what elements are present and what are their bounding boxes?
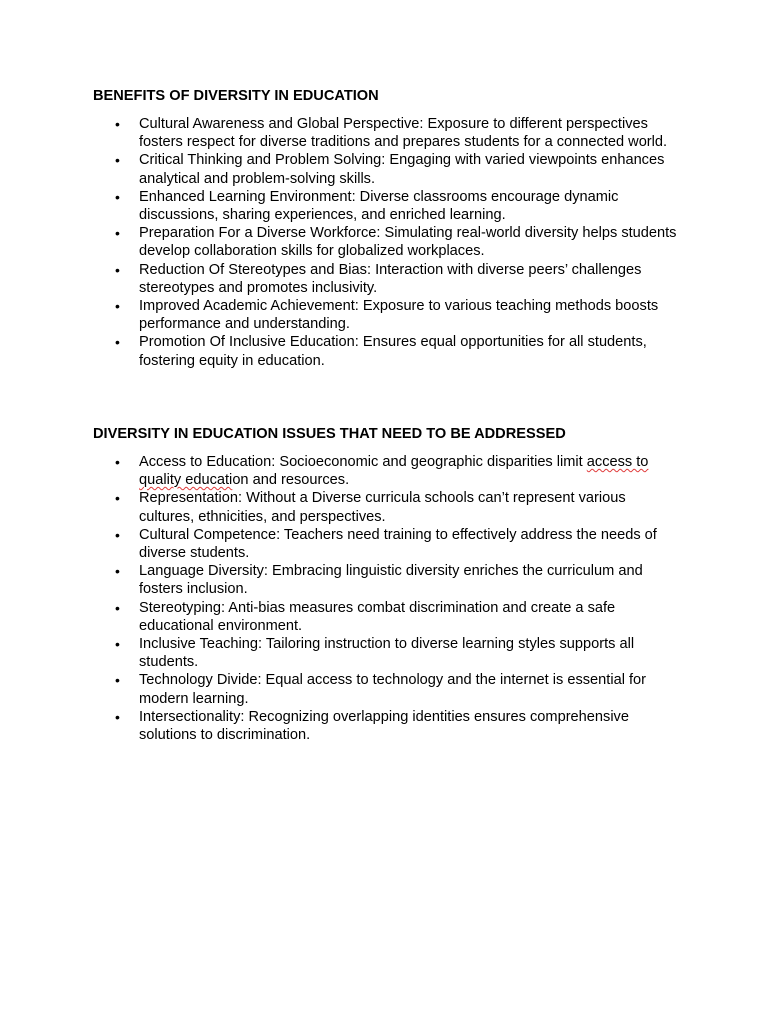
bullet-icon: • bbox=[115, 672, 120, 689]
bullet-icon: • bbox=[115, 116, 120, 132]
bullet-icon: • bbox=[115, 599, 120, 616]
list-item: • Intersectionality: Recognizing overlapping identities ensures comprehensive solutions to discrimination. bbox=[115, 708, 629, 744]
list-item: • Preparation For a Diverse Workforce: Simulating real-world diversity helps students develop collaboration skills for globalized workplaces. bbox=[115, 225, 677, 260]
bullet-icon: • bbox=[115, 261, 120, 278]
bullet-icon: • bbox=[115, 225, 120, 242]
list-item: • Promotion Of Inclusive Education: Ensures equal opportunities for all students, fostering equity in education. bbox=[115, 334, 647, 369]
spellcheck-flagged-text[interactable]: access to quality educati bbox=[139, 454, 649, 489]
list-item: • Enhanced Learning Environment: Diverse classrooms encourage dynamic discussions, sharing experiences, and enriched learning. bbox=[115, 188, 619, 224]
list-item: • Critical Thinking and Problem Solving: Engaging with varied viewpoints enhances analytical and problem-solving skills. bbox=[115, 152, 665, 187]
bullet-icon: • bbox=[115, 526, 120, 543]
section-heading-issues: DIVERSITY IN EDUCATION ISSUES THAT NEED TO BE ADDRESSED bbox=[93, 426, 566, 442]
issues-list bbox=[93, 453, 683, 744]
list-item: • Language Diversity: Embracing linguistic diversity enriches the curriculum and fosters inclusion. bbox=[115, 563, 643, 598]
bullet-icon: • bbox=[115, 298, 120, 315]
bullet-icon: • bbox=[115, 188, 120, 205]
bullet-icon: • bbox=[115, 152, 120, 169]
list-item: • Technology Divide: Equal access to technology and the internet is essential for modern learning. bbox=[115, 672, 647, 707]
issues-section bbox=[93, 425, 683, 744]
bullet-icon: • bbox=[115, 454, 120, 470]
list-item: • Reduction Of Stereotypes and Bias: Interaction with diverse peers’ challenges stereotypes and promotes inclusivity. bbox=[115, 261, 642, 296]
list-item-text: Access to Education: Socioeconomic and geographic disparities limit access to quality education and resources. bbox=[139, 454, 649, 489]
bullet-icon: • bbox=[115, 708, 120, 725]
bullet-icon: • bbox=[115, 490, 120, 507]
bullet-icon: • bbox=[115, 636, 120, 653]
bullet-icon: • bbox=[115, 334, 120, 351]
list-item: • Cultural Competence: Teachers need training to effectively address the needs of diverse students. bbox=[115, 526, 657, 562]
list-item bbox=[93, 453, 683, 489]
benefits-list bbox=[93, 115, 683, 370]
list-item: • Stereotyping: Anti-bias measures combat discrimination and create a safe educational environment. bbox=[115, 599, 616, 634]
list-item: • Cultural Awareness and Global Perspective: Exposure to different perspectives fosters respect for diverse traditions and prepares students for a connected world. bbox=[115, 116, 668, 151]
list-item: • Improved Academic Achievement: Exposure to various teaching methods boosts performance and understanding. bbox=[115, 298, 659, 333]
list-item: • Inclusive Teaching: Tailoring instruction to diverse learning styles supports all students. bbox=[115, 636, 635, 671]
list-item: • Representation: Without a Diverse curricula schools can’t represent various cultures, ethnicities, and perspectives. bbox=[115, 490, 626, 525]
bullet-icon: • bbox=[115, 563, 120, 580]
benefits-section bbox=[93, 87, 683, 370]
section-heading-benefits: BENEFITS OF DIVERSITY IN EDUCATION bbox=[93, 88, 379, 104]
